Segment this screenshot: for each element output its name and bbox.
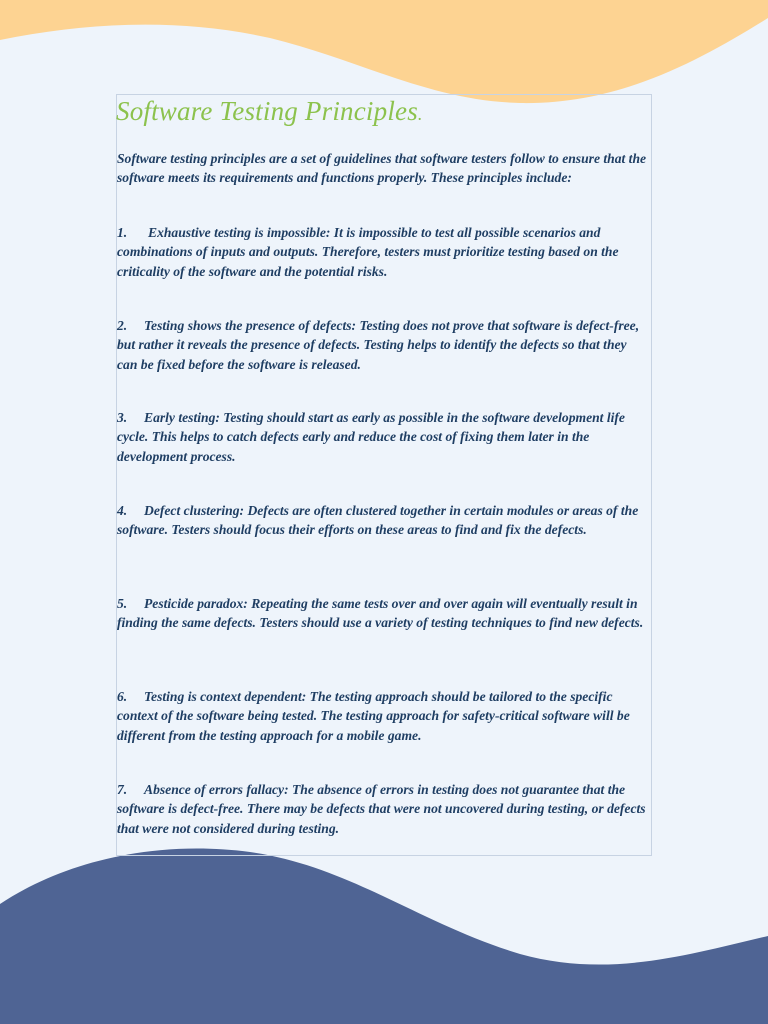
principle-text: Exhaustive testing is impossible: It is impossible to test all possible scenarios and combinations of inputs and outputs. Therefore, testers must prioritize testing based on the criticality of the software and the potential risks. (117, 225, 619, 279)
principle-number: 6. (117, 689, 128, 704)
principle-item-5 (117, 594, 649, 633)
principle-number: 2. (117, 318, 128, 333)
principle-item-6 (117, 687, 649, 745)
title-period: . (417, 104, 423, 124)
principle-text: Pesticide paradox: Repeating the same tests over and over again will eventually result in finding the same defects. Testers should use a variety of testing techniques to find new defects. (117, 596, 644, 631)
principle-text: Testing is context dependent: The testing approach should be tailored to the specific context of the software being tested. The testing approach for safety-critical software will be different from the testing approach for a mobile game. (117, 689, 630, 743)
principle-item-7 (117, 780, 649, 838)
principle-number: 5. (117, 596, 128, 611)
principle-text: Defect clustering: Defects are often clustered together in certain modules or areas of the software. Testers should focus their efforts on these areas to find and fix the defects. (117, 503, 639, 538)
document-title (116, 96, 423, 127)
principle-number: 3. (117, 410, 128, 425)
principle-item-1 (117, 223, 649, 281)
principle-item-2 (117, 316, 649, 374)
bottom-wave-decoration (0, 844, 768, 1024)
principle-text: Absence of errors fallacy: The absence of errors in testing does not guarantee that the software is defect-free. There may be defects that were not uncovered during testing, or defects that were not considered during testing. (117, 782, 646, 836)
principle-number: 1. (117, 225, 128, 240)
principle-text: Testing shows the presence of defects: Testing does not prove that software is defect-free, but rather it reveals the presence of defects. Testing helps to identify the defects so that they can be fixed before the software is released. (117, 318, 640, 372)
principle-number: 7. (117, 782, 128, 797)
principle-item-4 (117, 501, 649, 540)
intro-paragraph: Software testing principles are a set of guidelines that software testers follow to ensure that the software meets its requirements and functions properly. These principles include: (117, 151, 647, 186)
principle-text: Early testing: Testing should start as early as possible in the software development life cycle. This helps to catch defects early and reduce the cost of fixing them later in the development process. (117, 410, 625, 464)
principle-item-3 (117, 408, 649, 466)
title-text: Software Testing Principles (116, 96, 418, 126)
principle-number: 4. (117, 503, 128, 518)
